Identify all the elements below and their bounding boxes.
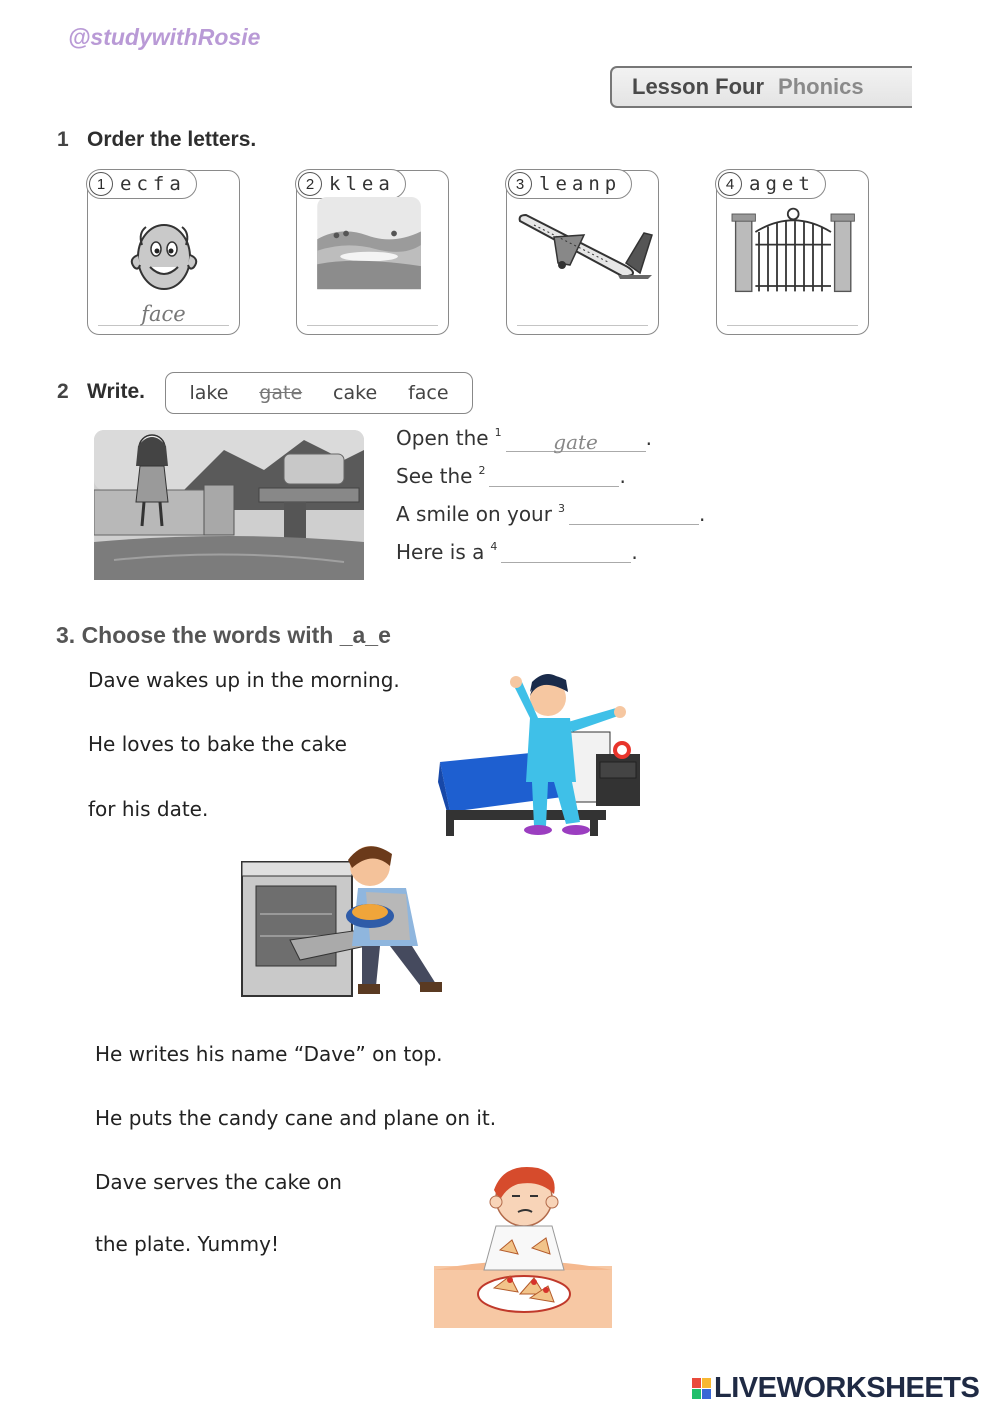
sentence-text: A smile on your xyxy=(396,502,552,526)
section1-title: Order the letters. xyxy=(87,128,257,151)
blank-number: 1 xyxy=(494,426,502,439)
lesson-subtitle: Phonics xyxy=(778,74,864,99)
sentence-end: . xyxy=(631,540,638,564)
answer-text[interactable]: face xyxy=(141,302,186,326)
answer-line xyxy=(727,325,858,326)
sentence-text: See the xyxy=(396,464,473,488)
sentence-2 xyxy=(396,464,626,488)
answer-line xyxy=(307,325,438,326)
word-bank xyxy=(165,372,473,414)
section2-number: 2 xyxy=(57,380,69,403)
story-line-7[interactable]: the plate. Yummy! xyxy=(95,1232,279,1256)
card-tag xyxy=(295,169,406,199)
lesson-title: Lesson Four xyxy=(632,74,765,99)
iron-gate-icon xyxy=(725,205,865,295)
scrambled-letters: leanp xyxy=(539,173,622,195)
sentence-end: . xyxy=(698,502,706,526)
word-bank-item: cake xyxy=(333,382,378,404)
lake-landscape-icon xyxy=(317,197,425,293)
sentence-text: Here is a xyxy=(396,540,485,564)
story-line-6[interactable]: Dave serves the cake on xyxy=(95,1170,342,1194)
smiling-face-icon xyxy=(108,205,220,305)
blank-number: 4 xyxy=(490,540,498,553)
boy-eating-cake-picture xyxy=(434,1166,612,1328)
card-tag xyxy=(505,169,632,199)
story-line-1[interactable]: Dave wakes up in the morning. xyxy=(88,668,400,692)
answer-line xyxy=(517,325,648,326)
logo-text: LIVEWORKSHEETS xyxy=(714,1372,980,1404)
story-line-4[interactable]: He writes his name “Dave” on top. xyxy=(95,1042,443,1066)
letter-card-2 xyxy=(296,170,449,335)
answer-blank[interactable]: gate xyxy=(506,430,646,452)
card-number: 3 xyxy=(508,172,532,196)
boy-baking-cake-picture xyxy=(240,836,452,998)
watermark-text: @studywithRosie xyxy=(68,24,261,50)
girl-at-gate-picture xyxy=(94,430,364,580)
logo-square xyxy=(702,1389,711,1399)
scrambled-letters: ecfa xyxy=(120,173,186,195)
story-line-5[interactable]: He puts the candy cane and plane on it. xyxy=(95,1106,497,1130)
card-tag xyxy=(86,169,197,199)
card-number: 1 xyxy=(89,172,113,196)
liveworksheets-logo xyxy=(692,1372,979,1405)
card-number: 2 xyxy=(298,172,322,196)
airplane-icon xyxy=(513,205,655,305)
answer-blank[interactable] xyxy=(569,503,699,525)
card-tag xyxy=(715,169,826,199)
sentence-3 xyxy=(396,502,705,526)
sentence-1 xyxy=(396,426,652,452)
card-number: 4 xyxy=(718,172,742,196)
story-line-2[interactable]: He loves to bake the cake xyxy=(88,732,347,756)
scrambled-letters: klea xyxy=(329,173,395,195)
scrambled-letters: aget xyxy=(749,173,815,195)
logo-square xyxy=(692,1389,701,1399)
boy-waking-up-picture xyxy=(430,662,645,847)
section1-number: 1 xyxy=(57,128,69,151)
letter-card-3 xyxy=(506,170,659,335)
answer-blank[interactable] xyxy=(501,541,631,563)
blank-number: 3 xyxy=(557,502,565,515)
section2-title: Write. xyxy=(87,380,145,403)
sentence-4 xyxy=(396,540,638,564)
logo-square xyxy=(702,1378,711,1388)
word-bank-item: face xyxy=(408,382,449,404)
word-bank-item: lake xyxy=(189,382,229,404)
sentence-text: Open the xyxy=(396,426,489,450)
blank-number: 2 xyxy=(478,464,486,477)
letter-card-1 xyxy=(87,170,240,335)
lesson-header xyxy=(610,66,912,108)
answer-blank[interactable] xyxy=(489,465,619,487)
logo-square xyxy=(692,1378,701,1388)
word-bank-item-used: gate xyxy=(259,382,303,404)
section3-title: 3. Choose the words with _a_e xyxy=(56,622,391,648)
logo-grid-icon xyxy=(692,1378,711,1399)
sentence-end: . xyxy=(619,464,626,488)
story-line-3[interactable]: for his date. xyxy=(88,797,209,821)
letter-card-4 xyxy=(716,170,869,335)
sentence-end: . xyxy=(645,426,652,450)
